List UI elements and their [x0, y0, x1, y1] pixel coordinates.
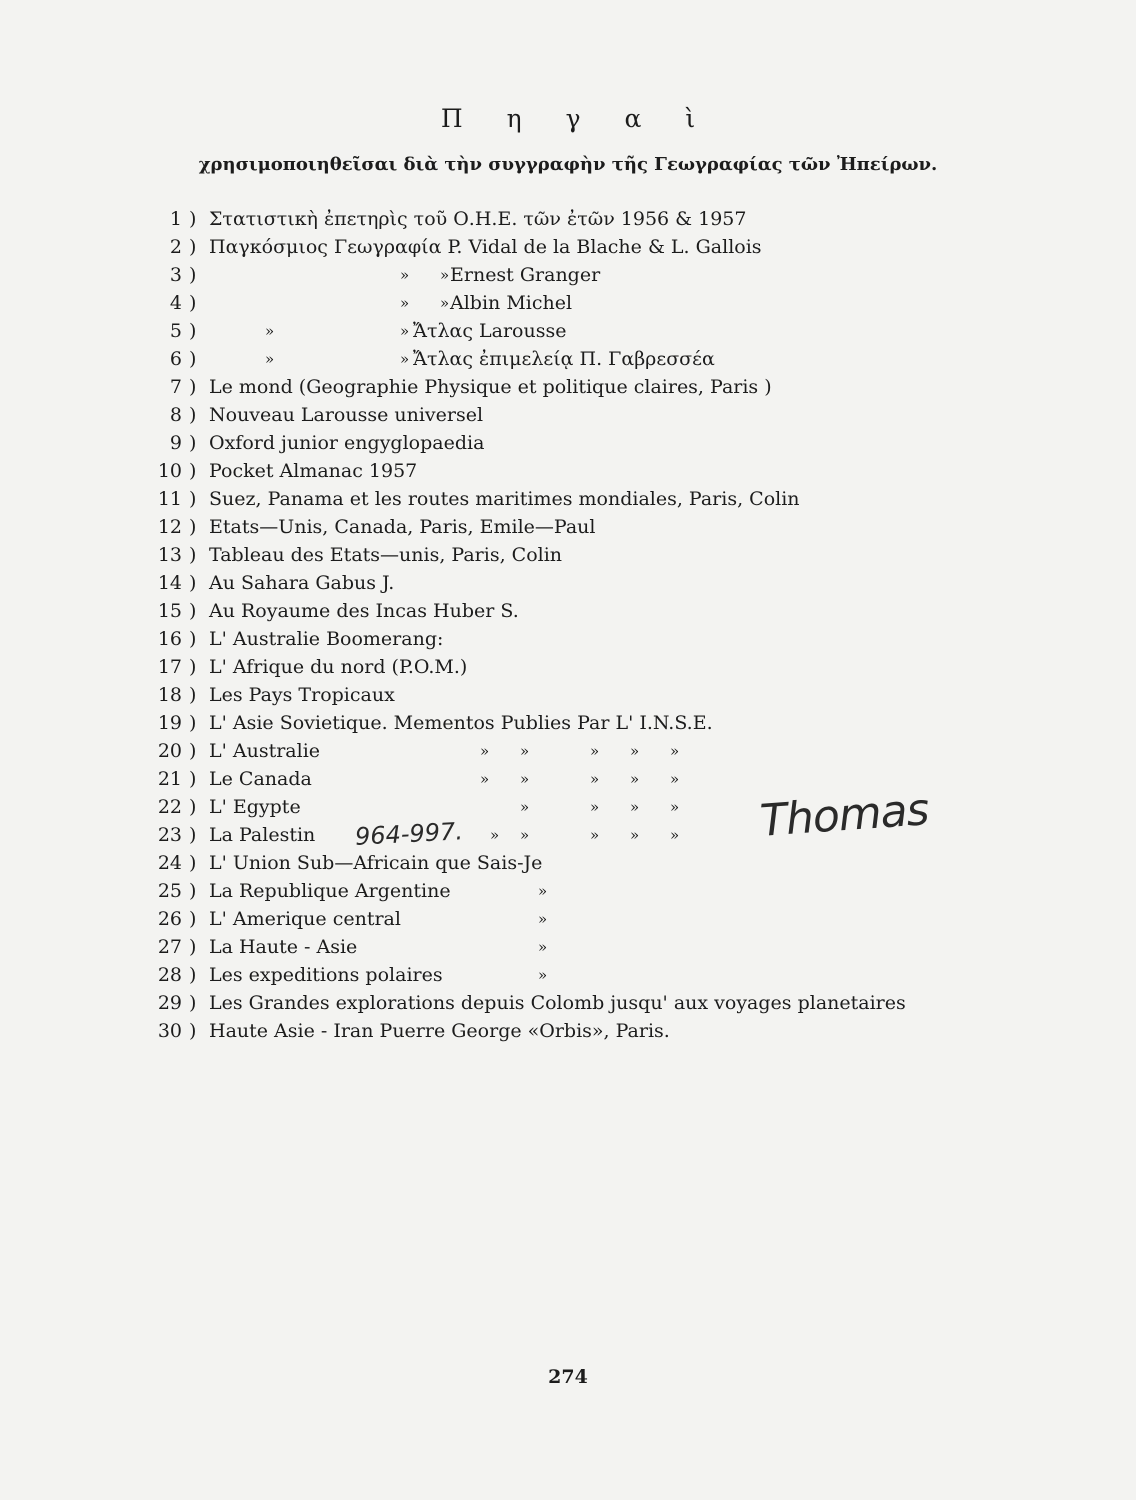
title-letter: γ [565, 104, 581, 133]
entry-text: Au Royaume des Incas Huber S. [209, 600, 519, 622]
entry-text: Ernest Granger [450, 264, 601, 286]
entry-number: 18 [157, 684, 182, 706]
ditto-mark: » [520, 742, 530, 760]
entry-text: L' Australie [209, 740, 321, 762]
ditto-mark: » [440, 294, 450, 312]
entry-text: L' Amerique central [209, 908, 401, 930]
entry-paren: ) [189, 1020, 197, 1042]
entry-text: L' Asie Sovietique. Mementos Publies Par L' I.N.S.E. [209, 712, 713, 734]
handwritten-page-range: 964-997. [354, 817, 464, 851]
entry-paren: ) [189, 376, 197, 398]
entry-text: Ἄτλας Larousse [413, 320, 567, 342]
entry-paren: ) [189, 684, 197, 706]
ditto-mark: » [630, 826, 640, 844]
entry-paren: ) [189, 432, 197, 454]
entry-number: 14 [157, 572, 182, 594]
ditto-mark: » [590, 798, 600, 816]
entry-paren: ) [189, 852, 197, 874]
entry-text: Στατιστικὴ ἐπετηρὶς τοῦ Ο.Η.Ε. τῶν ἐτῶν 1956 & 1957 [209, 208, 747, 230]
entry-text: Les expeditions polaires [209, 964, 443, 986]
entry-number: 9 [169, 432, 182, 454]
entry-number: 4 [169, 292, 182, 314]
entry-text: Oxford junior engyglopaedia [209, 432, 485, 454]
ditto-mark: » [538, 966, 548, 984]
entry-paren: ) [189, 712, 197, 734]
ditto-mark: » [538, 882, 548, 900]
title-letter: Π [440, 104, 463, 133]
ditto-mark: » [520, 826, 530, 844]
entry-paren: ) [189, 628, 197, 650]
entry-number: 12 [157, 516, 182, 538]
entry-number: 11 [157, 488, 182, 510]
ditto-mark: » [538, 938, 548, 956]
entry-number: 13 [157, 544, 182, 566]
title-letter: ὶ [685, 104, 696, 133]
ditto-mark: » [520, 770, 530, 788]
entry-number: 2 [169, 236, 182, 258]
ditto-mark: » [670, 770, 680, 788]
handwritten-signature: Thomas [758, 784, 931, 847]
entry-text: Suez, Panama et les routes maritimes mondiales, Paris, Colin [209, 488, 800, 510]
entry-number: 16 [157, 628, 182, 650]
ditto-mark: » [538, 910, 548, 928]
entry-paren: ) [189, 348, 197, 370]
ditto-mark: » [490, 826, 500, 844]
entry-text: Les Grandes explorations depuis Colomb jusqu' aux voyages planetaires [209, 992, 906, 1014]
entry-text: Ἄτλας ἐπιμελείᾳ Π. Γαβρεσσέα [413, 348, 715, 370]
entry-paren: ) [189, 320, 197, 342]
entry-text: Le Canada [209, 768, 312, 790]
entry-number: 20 [157, 740, 182, 762]
title-letter: η [506, 104, 522, 133]
entry-number: 28 [157, 964, 182, 986]
ditto-mark: » [670, 798, 680, 816]
ditto-mark: » [400, 350, 410, 368]
entry-number: 10 [157, 460, 182, 482]
ditto-mark: » [630, 798, 640, 816]
ditto-mark: » [590, 826, 600, 844]
entry-paren: ) [189, 264, 197, 286]
entry-text: Etats—Unis, Canada, Paris, Emile—Paul [209, 516, 596, 538]
entry-text: Pocket Almanac 1957 [209, 460, 418, 482]
entry-number: 21 [157, 768, 182, 790]
ditto-mark: » [265, 350, 275, 368]
entry-paren: ) [189, 936, 197, 958]
entry-paren: ) [189, 824, 197, 846]
entry-text: Tableau des Etats—unis, Paris, Colin [209, 544, 563, 566]
entry-paren: ) [189, 740, 197, 762]
entry-number: 3 [169, 264, 182, 286]
ditto-mark: » [440, 266, 450, 284]
page-subtitle: χρησιμοποιηθεῖσαι διὰ τὴν συγγραφὴν τῆς Γεωγραφίας τῶν Ἠπείρων. [198, 154, 938, 175]
entry-number: 22 [157, 796, 182, 818]
entry-number: 25 [157, 880, 182, 902]
entry-number: 29 [157, 992, 182, 1014]
ditto-mark: » [400, 294, 410, 312]
entry-text: La Palestin [209, 824, 316, 846]
ditto-mark: » [480, 770, 490, 788]
entry-paren: ) [189, 488, 197, 510]
ditto-mark: » [630, 770, 640, 788]
entry-text: Haute Asie - Iran Puerre George «Orbis», Paris. [209, 1020, 670, 1042]
ditto-mark: » [590, 742, 600, 760]
entry-paren: ) [189, 236, 197, 258]
entry-number: 7 [169, 376, 182, 398]
entry-text: La Haute - Asie [209, 936, 358, 958]
title-letter: α [624, 104, 642, 133]
entry-number: 15 [157, 600, 182, 622]
ditto-mark: » [520, 798, 530, 816]
entry-paren: ) [189, 292, 197, 314]
entry-paren: ) [189, 796, 197, 818]
entry-paren: ) [189, 544, 197, 566]
entry-paren: ) [189, 656, 197, 678]
entry-number: 17 [157, 656, 182, 678]
ditto-mark: » [265, 322, 275, 340]
entry-paren: ) [189, 516, 197, 538]
entry-number: 5 [169, 320, 182, 342]
entry-number: 19 [157, 712, 182, 734]
ditto-mark: » [670, 742, 680, 760]
entry-number: 23 [157, 824, 182, 846]
entry-text: La Republique Argentine [209, 880, 451, 902]
entry-text: L' Egypte [209, 796, 301, 818]
ditto-mark: » [400, 322, 410, 340]
ditto-mark: » [670, 826, 680, 844]
entry-number: 27 [157, 936, 182, 958]
entry-text: Albin Michel [450, 292, 573, 314]
entry-paren: ) [189, 768, 197, 790]
page-number: 274 [548, 1366, 588, 1388]
ditto-mark: » [590, 770, 600, 788]
ditto-mark: » [400, 266, 410, 284]
entry-text: L' Union Sub—Africain que Sais-Je [209, 852, 543, 874]
entry-paren: ) [189, 992, 197, 1014]
entry-number: 1 [169, 208, 182, 230]
entry-paren: ) [189, 460, 197, 482]
page-title [0, 104, 1136, 133]
entry-text: Les Pays Tropicaux [209, 684, 395, 706]
entry-number: 30 [157, 1020, 182, 1042]
entry-number: 6 [169, 348, 182, 370]
entry-text: L' Australie Boomerang: [209, 628, 444, 650]
entry-text: Nouveau Larousse universel [209, 404, 484, 426]
entry-number: 26 [157, 908, 182, 930]
entry-number: 24 [157, 852, 182, 874]
entry-paren: ) [189, 404, 197, 426]
entry-text: L' Afrique du nord (P.O.M.) [209, 656, 468, 678]
ditto-mark: » [480, 742, 490, 760]
entry-paren: ) [189, 572, 197, 594]
entry-paren: ) [189, 880, 197, 902]
entry-paren: ) [189, 908, 197, 930]
entry-paren: ) [189, 600, 197, 622]
entry-text: Le mond (Geographie Physique et politique claires, Paris ) [209, 376, 772, 398]
entry-text: Παγκόσμιος Γεωγραφία P. Vidal de la Blache & L. Gallois [209, 236, 762, 258]
ditto-mark: » [630, 742, 640, 760]
entry-paren: ) [189, 208, 197, 230]
entry-number: 8 [169, 404, 182, 426]
entry-text: Au Sahara Gabus J. [209, 572, 395, 594]
entry-paren: ) [189, 964, 197, 986]
